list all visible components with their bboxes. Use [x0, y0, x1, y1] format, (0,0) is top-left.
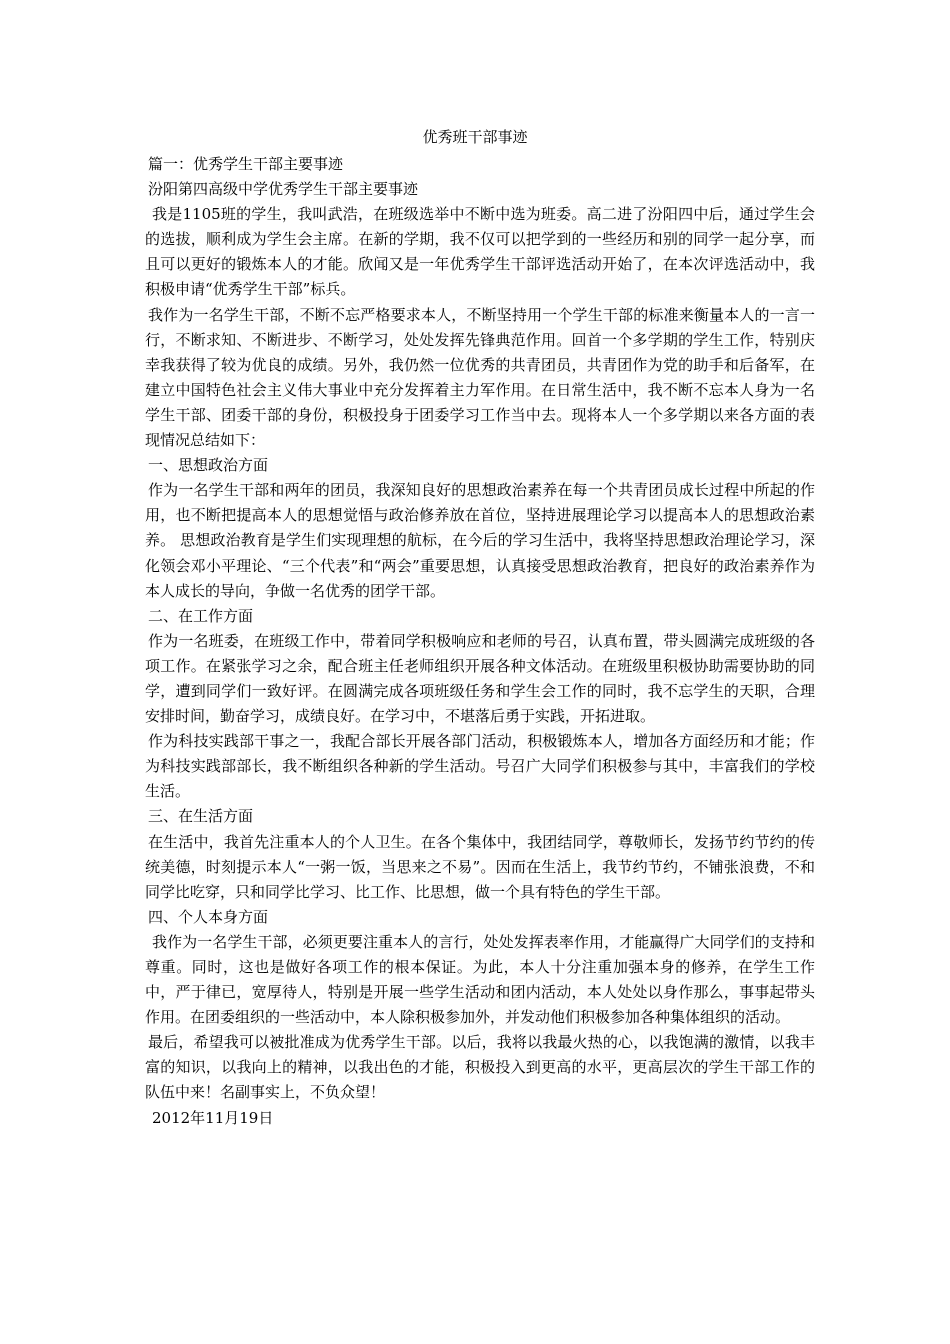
section-heading-work: 二、在工作方面 [148, 606, 254, 625]
section-heading-political: 一、思想政治方面 [148, 456, 269, 475]
paragraph-political: 作为一名学生干部和两年的团员，我深知良好的思想政治素养在每一个共青团员成长过程中所起的作用，也不断把提高本人的思想觉悟与政治修养放在首位，坚持进展理论学习以提高本人的思想政治素养。 思想政治教育是学生们实现理想的航标，在今后的学习生活中，我将坚持思想政治理论学习，深化领会邓小平理论、“三个代表”和“两会”重要思想，认真接受思想政治教育，把良好的政治素养作为本人成长的导向，争做一名优秀的团学干部。 [145, 481, 815, 600]
document-date: 2012年11月19日 [152, 1108, 274, 1127]
article-heading: 汾阳第四高级中学优秀学生干部主要事迹 [148, 180, 419, 199]
section-heading-life: 三、在生活方面 [148, 807, 254, 826]
paragraph-life: 在生活中，我首先注重本人的个人卫生。在各个集体中，我团结同学，尊敬师长，发扬节约节约的传统美德，时刻提示本人“一粥一饭，当思来之不易”。因而在生活上，我节约节约，不铺张浪费，不和同学比吃穿，只和同学比学习、比工作、比思想，做一个具有特色的学生干部。 [145, 832, 815, 901]
paragraph-conclusion: 最后，希望我可以被批准成为优秀学生干部。以后，我将以我最火热的心，以我饱满的激情，以我丰富的知识，以我向上的精神，以我出色的才能，积极投入到更高的水平，更高层次的学生干部工作的队伍中来！名副事实上，不负众望！ [145, 1033, 815, 1102]
paragraph-work-tech: 作为科技实践部干事之一，我配合部长开展各部门活动，积极锻炼本人，增加各方面经历和才能；作为科技实践部部长，我不断组织各种新的学生活动。号召广大同学们积极参与其中，丰富我们的学校生活。 [145, 732, 815, 801]
paragraph-personal: 我作为一名学生干部，必须更要注重本人的言行，处处发挥表率作用，才能赢得广大同学们的支持和尊重。同时，这也是做好各项工作的根本保证。为此，本人十分注重加强本身的修养，在学生工作中，严于律已，宽厚待人，特别是开展一些学生活动和团内活动，本人处处以身作那么，事事起带头作用。在团委组织的一些活动中，本人除积极参加外，并发动他们积极参加各种集体组织的活动。 [145, 932, 815, 1027]
document-body [145, 152, 815, 1131]
section-heading-part-one: 篇一：优秀学生干部主要事迹 [148, 155, 344, 173]
paragraph-introduction: 我是1105班的学生，我叫武浩，在班级选举中不断中选为班委。高二进了汾阳四中后，通过学生会的选拔，顺利成为学生会主席。在新的学期，我不仅可以把学到的一些经历和别的同学一起分享，而且可以更好的锻炼本人的才能。欣闻又是一年优秀学生干部评选活动开始了，在本次评选活动中，我积极申请“优秀学生干部”标兵。 [145, 205, 815, 299]
section-heading-personal: 四、个人本身方面 [148, 907, 269, 926]
paragraph-overview: 我作为一名学生干部，不断不忘严格要求本人，不断坚持用一个学生干部的标准来衡量本人的一言一行，不断求知、不断进步、不断学习，处处发挥先锋典范作用。回首一个多学期的学生工作，特别庆幸我获得了较为优良的成绩。另外，我仍然一位优秀的共青团员，共青团作为党的助手和后备军，在建立中国特色社会主义伟大事业中充分发挥着主力军作用。在日常生活中，我不断不忘本人身为一名学生干部、团委干部的身份，积极投身于团委学习工作当中去。现将本人一个多学期以来各方面的表现情况总结如下： [145, 305, 815, 450]
document-title: 优秀班干部事迹 [422, 128, 528, 146]
paragraph-work-class: 作为一名班委，在班级工作中，带着同学积极响应和老师的号召，认真布置，带头圆满完成班级的各项工作。在紧张学习之余，配合班主任老师组织开展各种文体活动。在班级里积极协助需要协助的同学，遭到同学们一致好评。在圆满完成各项班级任务和学生会工作的同时，我不忘学生的天职，合理安排时间，勤奋学习，成绩良好。在学习中，不堪落后勇于实践，开拓进取。 [145, 631, 815, 726]
